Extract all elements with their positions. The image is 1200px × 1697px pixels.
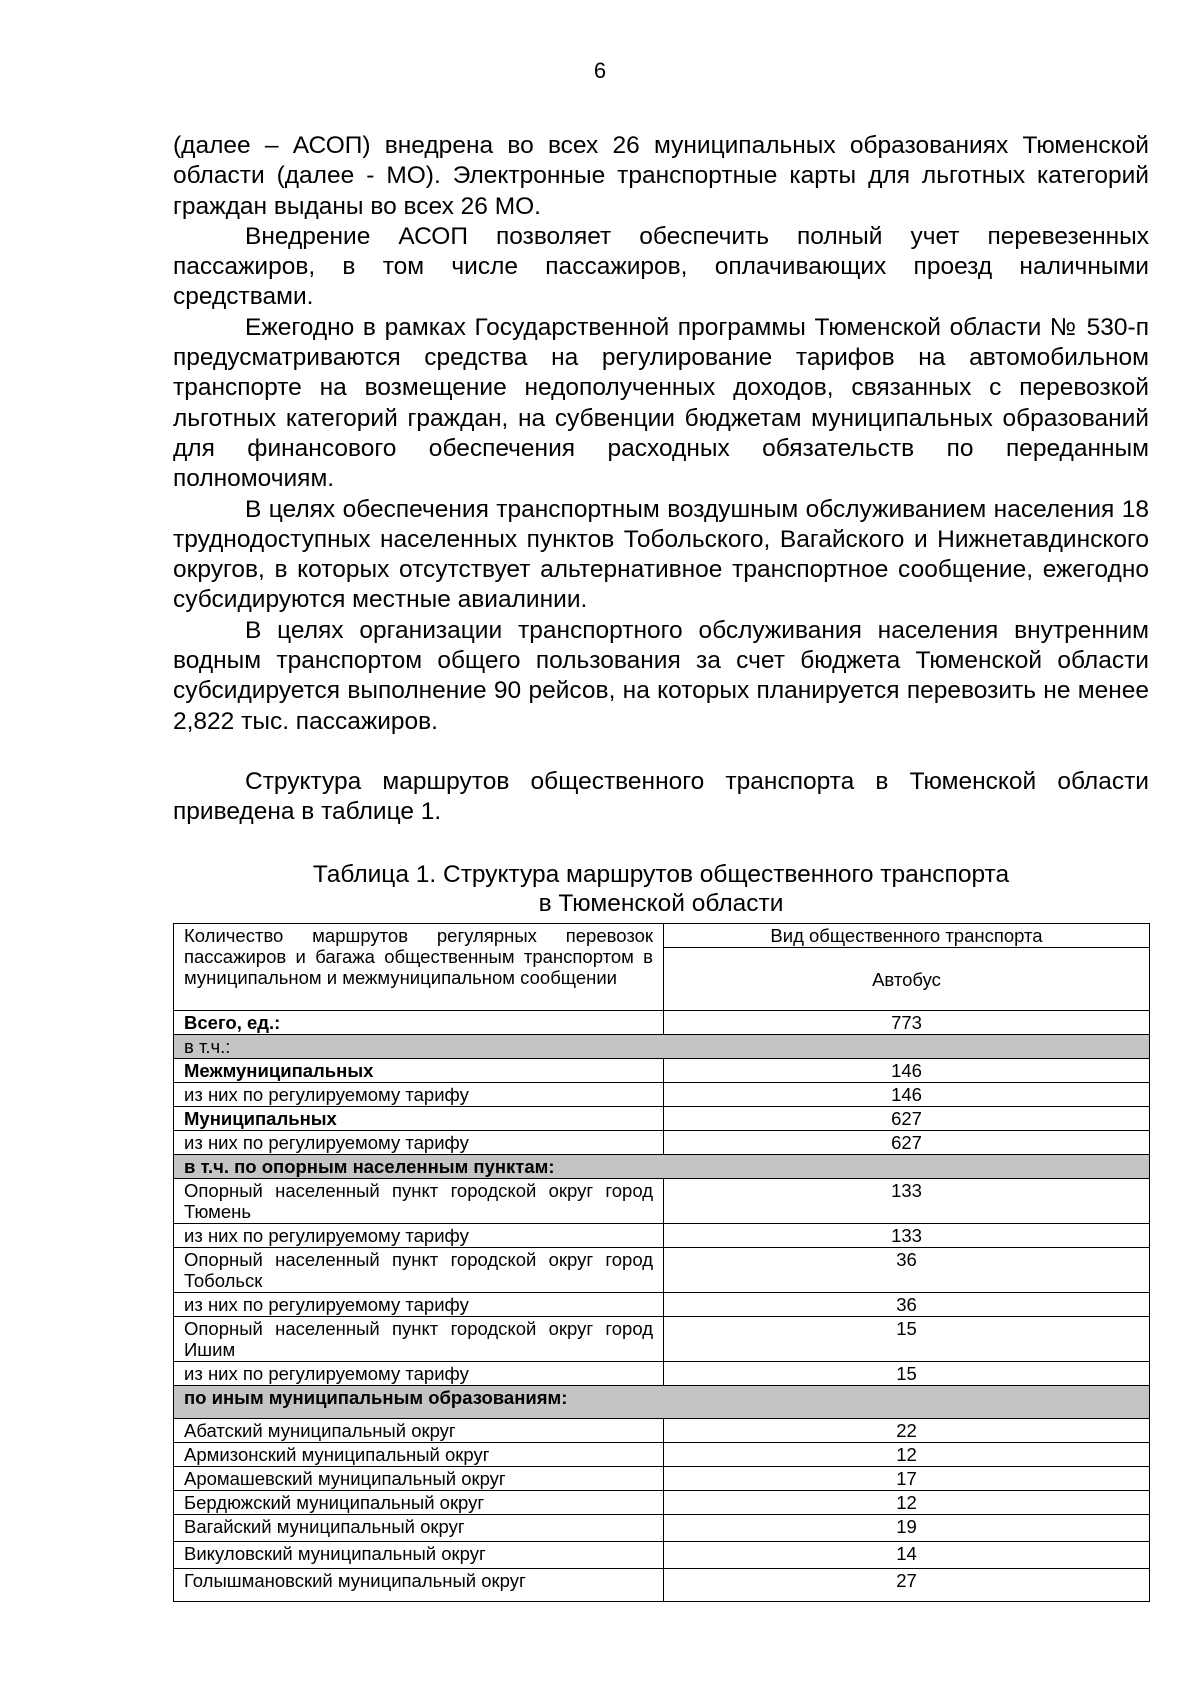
- district-value: 14: [664, 1542, 1150, 1569]
- table-row: [174, 1317, 1150, 1362]
- section-label: по иным муниципальным образованиям:: [174, 1386, 1150, 1419]
- table-row: [174, 1491, 1150, 1515]
- section-row: [174, 1155, 1150, 1179]
- table-row: [174, 1179, 1150, 1224]
- table-caption: [173, 860, 1149, 918]
- row-value: 15: [664, 1362, 1150, 1386]
- district-value: 12: [664, 1443, 1150, 1467]
- row-label: Межмуниципальных: [174, 1059, 664, 1083]
- table-row: [174, 1131, 1150, 1155]
- district-name: Викуловский муниципальный округ: [174, 1542, 664, 1569]
- row-label: из них по регулируемому тарифу: [174, 1362, 664, 1386]
- paragraph: (далее – АСОП) внедрена во всех 26 муниципальных образованиях Тюменской области (далее - МО). Электронные транспортные карты для льготных категорий граждан выданы во всех 26 МО.: [173, 132, 1149, 220]
- header-transport-type: Вид общественного транспорта: [664, 924, 1150, 948]
- row-value: 773: [664, 1011, 1150, 1035]
- district-name: Голышмановский муниципальный округ: [174, 1569, 664, 1602]
- row-label: Опорный населенный пункт городской округ город Тобольск: [174, 1248, 664, 1293]
- row-label: из них по регулируемому тарифу: [174, 1083, 664, 1107]
- district-value: 22: [664, 1419, 1150, 1443]
- row-value: 36: [664, 1293, 1150, 1317]
- table-row: [174, 1419, 1150, 1443]
- row-value: 133: [664, 1179, 1150, 1224]
- row-value: 146: [664, 1083, 1150, 1107]
- district-value: 19: [664, 1515, 1150, 1542]
- row-label: Всего, ед.:: [174, 1011, 664, 1035]
- section-row: [174, 1386, 1150, 1419]
- district-name: Армизонский муниципальный округ: [174, 1443, 664, 1467]
- table-row: [174, 1515, 1150, 1542]
- table-row: [174, 1293, 1150, 1317]
- row-label: из них по регулируемому тарифу: [174, 1293, 664, 1317]
- caption-line: в Тюменской области: [538, 890, 784, 917]
- page-number: 6: [593, 58, 607, 83]
- row-label: Опорный населенный пункт городской округ город Ишим: [174, 1317, 664, 1362]
- row-label: из них по регулируемому тарифу: [174, 1131, 664, 1155]
- row-value: 627: [664, 1131, 1150, 1155]
- table-row: [174, 1569, 1150, 1602]
- paragraph: В целях организации транспортного обслуживания населения внутренним водным транспортом общего пользования за счет бюджета Тюменской области субсидируется выполнение 90 рейсов, на которых планируется перевозить не менее 2,822 тыс. пассажиров.: [173, 616, 1149, 735]
- row-value: 36: [664, 1248, 1150, 1293]
- table-row: [174, 1083, 1150, 1107]
- section-row: [174, 1035, 1150, 1059]
- district-name: Аромашевский муниципальный округ: [174, 1467, 664, 1491]
- table-row: [174, 1443, 1150, 1467]
- row-label: Опорный населенный пункт городской округ город Тюмень: [174, 1179, 664, 1224]
- paragraph: В целях обеспечения транспортным воздушным обслуживанием населения 18 труднодоступных населенных пунктов Тобольского, Вагайского и Нижнетавдинского округов, в которых отсутствует альтернативное транспортное сообщение, ежегодно субсидируются местные авиалинии.: [173, 495, 1149, 614]
- row-value: 133: [664, 1224, 1150, 1248]
- table-row: [174, 1011, 1150, 1035]
- section-label: в т.ч.:: [174, 1035, 1150, 1059]
- row-value: 627: [664, 1107, 1150, 1131]
- table-row: [174, 1362, 1150, 1386]
- body-text: [173, 131, 1149, 828]
- table-row: [174, 1107, 1150, 1131]
- district-value: 27: [664, 1569, 1150, 1602]
- district-value: 17: [664, 1467, 1150, 1491]
- routes-table: [173, 923, 1150, 1602]
- caption-line: Таблица 1. Структура маршрутов общественного транспорта: [312, 861, 1010, 888]
- district-name: Вагайский муниципальный округ: [174, 1515, 664, 1542]
- row-label: из них по регулируемому тарифу: [174, 1224, 664, 1248]
- table-row: [174, 1059, 1150, 1083]
- table-row: [174, 1248, 1150, 1293]
- paragraph: Ежегодно в рамках Государственной программы Тюменской области № 530-п предусматриваются средства на регулирование тарифов на автомобильном транспорте на возмещение недополученных доходов, связанных с перевозкой льготных категорий граждан, на субвенции бюджетам муниципальных образований для финансового обеспечения расходных обязательств по переданным полномочиям.: [173, 313, 1149, 493]
- header-bus: Автобус: [664, 948, 1150, 1011]
- row-value: 15: [664, 1317, 1150, 1362]
- row-value: 146: [664, 1059, 1150, 1083]
- district-name: Абатский муниципальный округ: [174, 1419, 664, 1443]
- table-row: [174, 1224, 1150, 1248]
- paragraph: Структура маршрутов общественного транспорта в Тюменской области приведена в таблице 1.: [173, 767, 1149, 826]
- district-value: 12: [664, 1491, 1150, 1515]
- district-name: Бердюжский муниципальный округ: [174, 1491, 664, 1515]
- paragraph: Внедрение АСОП позволяет обеспечить полный учет перевезенных пассажиров, в том числе пассажиров, оплачивающих проезд наличными средствами.: [173, 222, 1149, 311]
- row-label: Муниципальных: [174, 1107, 664, 1131]
- table-row: [174, 1542, 1150, 1569]
- section-label: в т.ч. по опорным населенным пунктам:: [174, 1155, 1150, 1179]
- table-header-row: [174, 924, 1150, 948]
- table-row: [174, 1467, 1150, 1491]
- header-routes-count: Количество маршрутов регулярных перевозок пассажиров и багажа общественным транспортом в муниципальном и межмуниципальном сообщении: [174, 924, 664, 1011]
